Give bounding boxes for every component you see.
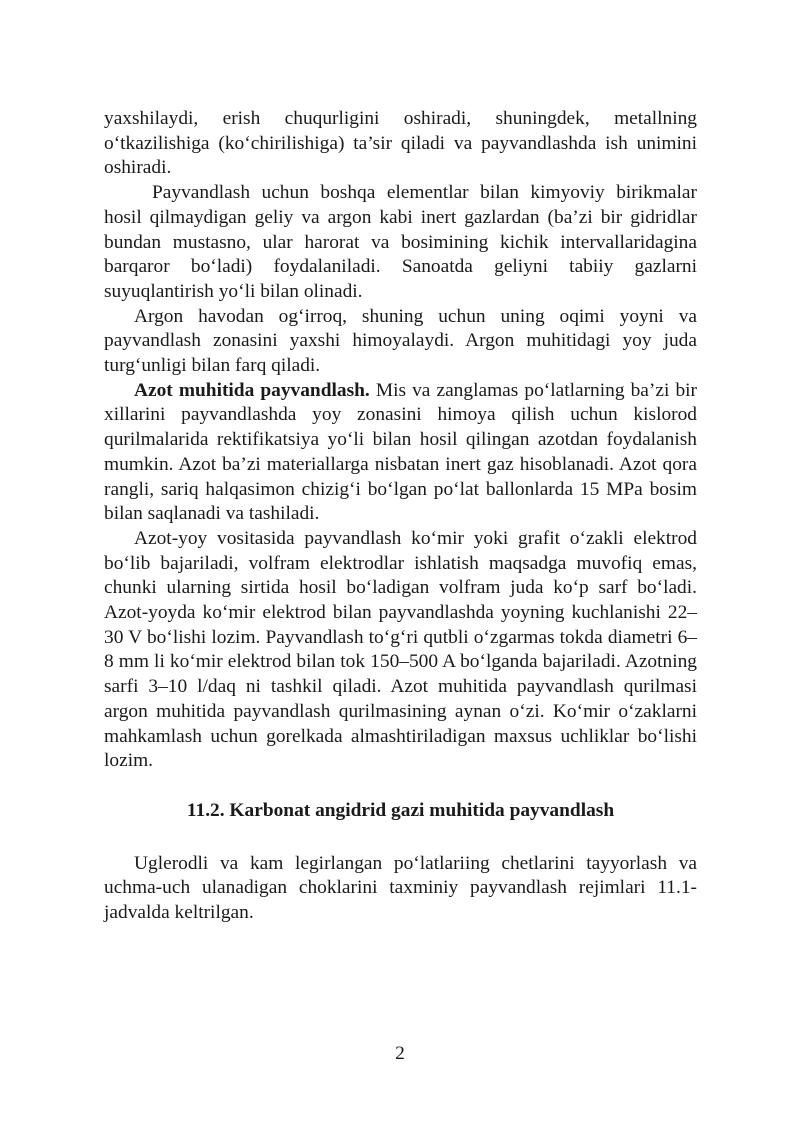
paragraph-2: Payvandlash uchun boshqa elementlar bilan kimyoviy birikmalar hosil qilmaydigan geliy va argon kabi inert gazlardan (ba’zi bir gidridlar bundan mustasno, ular harorat va bosimining kichik intervallaridagina barqaror bo‘ladi) foydalaniladi. Sanoatda geliyni tabiiy gazlarni suyuqlantirish yo‘li bilan olinadi. bbox=[104, 182, 697, 302]
paragraph-4 bbox=[104, 379, 697, 527]
page-number: 2 bbox=[395, 1043, 405, 1064]
paragraph-5: Azot-yoy vositasida payvandlash ko‘mir yoki grafit o‘zakli elektrod bo‘lib bajariladi, volfram elektrodlar ishlatish maqsadga muvofiq emas, chunki ularning sirtida hosil bo‘ladigan volfram juda ko‘p sarf bo‘ladi. Azot-yoyda ko‘mir elektrod bilan payvandlashda yoyning kuchlanishi 22–30 V bo‘lishi lozim. Payvandlash to‘g‘ri qutbli o‘zgarmas tokda diametri 6–8 mm li ko‘mir elektrod bilan tok 150–500 A bo‘lganda bajariladi. Azotning sarfi 3–10 l/daq ni tashkil qiladi. Azot muhitida payvandlash qurilmasi argon muhitida payvandlash qurilmasining aynan o‘zi. Ko‘mir o‘zaklarni mahkamlash uchun gorelkada almashtiriladigan maxsus uchliklar bo‘lishi lozim. bbox=[104, 527, 697, 772]
section-heading: 11.2. Karbonat angidrid gazi muhitida payvandlash bbox=[186, 799, 615, 821]
paragraph-3: Argon havodan og‘irroq, shuning uchun uning oqimi yoyni va payvandlash zonasini yaxshi himoyalaydi. Argon muhitidagi yoy juda turg‘unligi bilan farq qiladi. bbox=[104, 305, 697, 377]
document-page bbox=[104, 107, 697, 926]
paragraph-4-body: Mis va zanglamas po‘latlarning ba’zi bir xillarini payvandlashda yoy zonasini himoya qilish uchun kislorod qurilmalarida rektifikatsiya yo‘li bilan hosil qilingan azotdan foydalanish mumkin. Azot ba’zi materiallarga nisbatan inert gaz hisoblanadi. Azot qora rangli, sariq halqasimon chizig‘i bo‘lgan po‘lat ballonlarda 15 MPa bosim bilan saqlanadi va tashiladi. bbox=[104, 379, 697, 525]
paragraph-6: Uglerodli va kam legirlangan po‘latlariing chetlarini tayyorlash va uchma-uch ulanadigan choklarini taxminiy payvandlash rejimlari 11.1-jadvalda keltrilgan. bbox=[104, 852, 697, 924]
paragraph-1: yaxshilaydi, erish chuqurligini oshiradi, shuningdek, metallning o‘tkazilishiga (ko‘chirilishiga) ta’sir qiladi va payvandlashda ish unimini oshiradi. bbox=[104, 108, 697, 179]
section-lead-azot: Azot muhitida payvandlash. bbox=[134, 379, 370, 401]
